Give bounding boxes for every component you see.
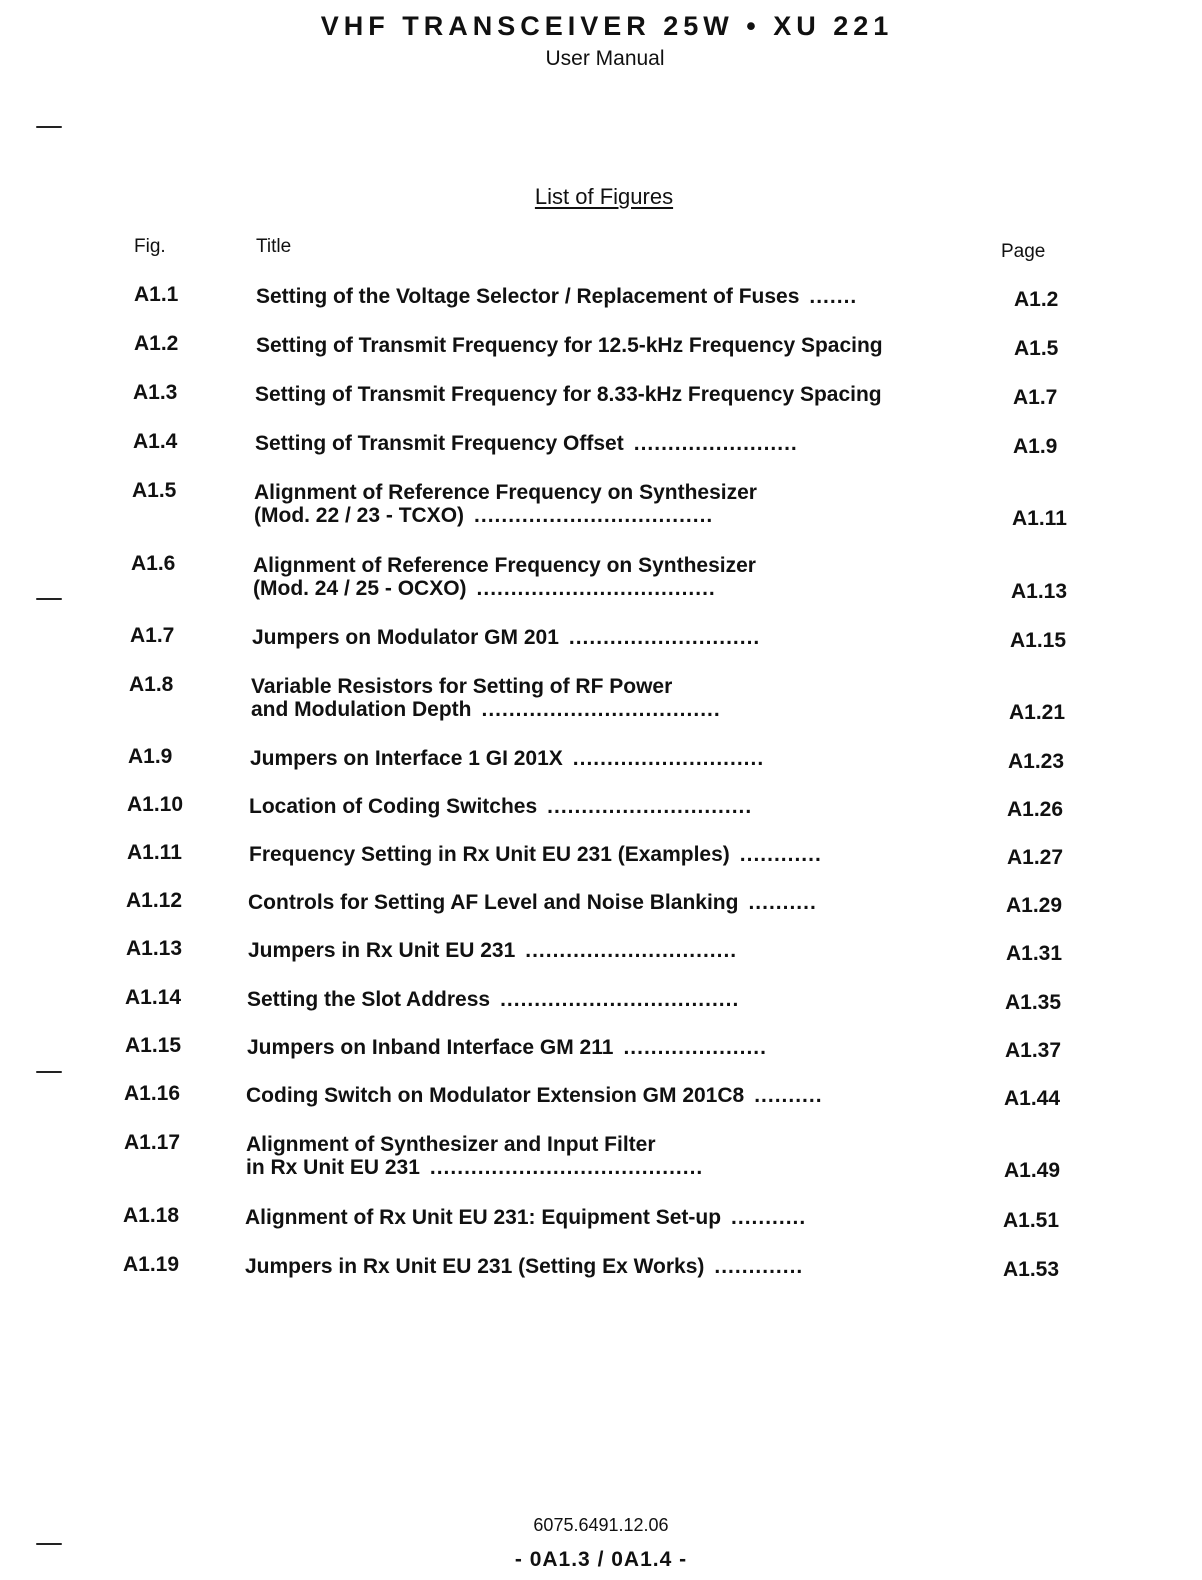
figure-title — [251, 675, 971, 721]
figure-title-line — [254, 481, 974, 504]
figure-number: A1.12 — [126, 889, 183, 912]
figure-title-line — [247, 988, 967, 1011]
margin-mark — [36, 1543, 62, 1545]
figure-page: A1.49 — [1004, 1159, 1061, 1182]
figure-number: A1.16 — [124, 1082, 181, 1105]
figure-page: A1.15 — [1010, 629, 1067, 652]
figure-title-line — [245, 1255, 965, 1278]
figure-title-line — [249, 843, 969, 866]
dot-leader: ................................... — [476, 577, 716, 600]
figure-page: A1.21 — [1009, 701, 1066, 724]
figure-title-text: Jumpers in Rx Unit EU 231 (Setting Ex Works) — [245, 1255, 705, 1278]
figure-page: A1.44 — [1004, 1087, 1061, 1110]
figure-page: A1.29 — [1006, 894, 1063, 917]
figure-page: A1.11 — [1012, 507, 1067, 530]
figure-number: A1.1 — [134, 283, 179, 306]
column-header-title: Title — [256, 236, 292, 257]
dot-leader: .......... — [748, 891, 817, 914]
figure-number: A1.7 — [130, 624, 175, 647]
figure-title-text: Setting the Slot Address — [247, 988, 491, 1011]
dot-leader: ........... — [731, 1206, 807, 1229]
figure-title-text: Coding Switch on Modulator Extension GM 201C8 — [246, 1084, 745, 1107]
dot-leader: ............ — [739, 843, 822, 866]
figure-title — [246, 1084, 966, 1107]
figure-number: A1.15 — [125, 1034, 182, 1057]
figure-row — [124, 1131, 1084, 1201]
figure-row — [132, 479, 1092, 549]
figure-title — [252, 626, 972, 649]
figure-title-text: Alignment of Rx Unit EU 231: Equipment Set-up — [245, 1206, 722, 1229]
figure-page: A1.23 — [1008, 750, 1065, 773]
figure-title-text: Jumpers in Rx Unit EU 231 — [248, 939, 516, 962]
figure-title-text: Alignment of Synthesizer and Input Filter — [246, 1133, 656, 1156]
margin-mark — [36, 1071, 62, 1073]
figure-title — [253, 554, 973, 600]
figure-number: A1.11 — [127, 841, 182, 864]
figure-page: A1.13 — [1011, 580, 1068, 603]
figure-title — [248, 939, 968, 962]
figure-number: A1.3 — [133, 381, 178, 404]
figure-title-line — [248, 939, 968, 962]
dot-leader: ..................... — [623, 1036, 767, 1059]
dot-leader: .............................. — [547, 795, 753, 818]
figure-title-line — [253, 554, 973, 577]
figure-title — [254, 481, 974, 527]
figure-page: A1.9 — [1013, 435, 1058, 458]
figure-title-text: (Mod. 24 / 25 - OCXO) — [253, 577, 467, 600]
figure-title-line — [250, 747, 970, 770]
dot-leader: ........................................ — [429, 1156, 704, 1179]
figure-title-line — [245, 1206, 965, 1229]
figure-number: A1.14 — [125, 986, 182, 1009]
figure-title-text: Controls for Setting AF Level and Noise Blanking — [248, 891, 739, 914]
figure-number: A1.18 — [123, 1204, 180, 1227]
figure-number: A1.4 — [133, 430, 178, 453]
figure-page: A1.35 — [1005, 991, 1062, 1014]
figure-title-line — [248, 891, 968, 914]
margin-mark — [36, 126, 62, 128]
figure-page: A1.5 — [1014, 337, 1059, 360]
figure-title-text: Setting of Transmit Frequency Offset — [255, 432, 624, 455]
figure-title — [245, 1255, 965, 1278]
document-code: 6075.6491.12.06 — [533, 1515, 669, 1535]
figure-page: A1.27 — [1007, 846, 1064, 869]
figure-title-text: Alignment of Reference Frequency on Synthesizer — [254, 481, 757, 504]
figure-row — [129, 673, 1089, 743]
figure-title-text: Jumpers on Interface 1 GI 201X — [250, 747, 563, 770]
figure-number: A1.17 — [124, 1131, 181, 1154]
document-header — [0, 10, 1202, 72]
figure-title-line — [256, 285, 976, 308]
dot-leader: ................................... — [500, 988, 740, 1011]
figure-title-line — [246, 1084, 966, 1107]
figure-number: A1.6 — [131, 552, 176, 575]
section-title: List of Figures — [534, 184, 674, 209]
dot-leader: ............................... — [525, 939, 738, 962]
figure-title — [255, 383, 975, 406]
figure-title-text: and Modulation Depth — [251, 698, 472, 721]
figure-title-text: (Mod. 22 / 23 - TCXO) — [254, 504, 465, 527]
figure-title — [256, 334, 976, 357]
figure-title-text: Variable Resistors for Setting of RF Power — [251, 675, 673, 698]
figure-title — [256, 285, 976, 308]
figure-title-line — [255, 383, 975, 406]
column-header-fig: Fig. — [134, 236, 166, 257]
figure-title — [249, 795, 969, 818]
margin-mark — [36, 598, 62, 600]
dot-leader: ........................ — [633, 432, 798, 455]
dot-leader: ............. — [714, 1255, 804, 1278]
figure-number: A1.8 — [129, 673, 174, 696]
dot-leader: ....... — [809, 285, 858, 308]
dot-leader: .......... — [754, 1084, 823, 1107]
page-numbers: - 0A1.3 / 0A1.4 - — [514, 1548, 688, 1571]
figure-title-line — [251, 698, 971, 721]
figure-page: A1.37 — [1005, 1039, 1062, 1062]
figure-number: A1.2 — [134, 332, 179, 355]
figure-title — [246, 1133, 966, 1179]
figure-number: A1.5 — [132, 479, 177, 502]
figure-title — [248, 891, 968, 914]
figure-title-text: Setting of Transmit Frequency for 12.5-kHz Frequency Spacing — [256, 334, 883, 357]
figure-title-text: Location of Coding Switches — [249, 795, 538, 818]
figure-row — [123, 1253, 1083, 1323]
figure-title — [245, 1206, 965, 1229]
figure-title-line — [246, 1133, 966, 1156]
figure-title — [250, 747, 970, 770]
dot-leader: ................................... — [474, 504, 714, 527]
figure-title-line — [251, 675, 971, 698]
figure-title-text: Jumpers on Modulator GM 201 — [252, 626, 559, 649]
figure-page: A1.7 — [1013, 386, 1058, 409]
figure-title — [247, 1036, 967, 1059]
figure-page: A1.53 — [1003, 1258, 1060, 1281]
figure-number: A1.10 — [127, 793, 184, 816]
figure-title-text: Alignment of Reference Frequency on Synthesizer — [253, 554, 756, 577]
dot-leader: ................................... — [481, 698, 721, 721]
figure-title-line — [253, 577, 973, 600]
figure-number: A1.13 — [126, 937, 183, 960]
figure-title-text: in Rx Unit EU 231 — [246, 1156, 420, 1179]
figure-title — [247, 988, 967, 1011]
figure-title-text: Frequency Setting in Rx Unit EU 231 (Examples) — [249, 843, 730, 866]
figure-title-text: Jumpers on Inband Interface GM 211 — [247, 1036, 614, 1059]
figure-title-line — [246, 1156, 966, 1179]
figure-page: A1.2 — [1014, 288, 1059, 311]
dot-leader: ............................ — [572, 747, 765, 770]
document-subtitle: User Manual — [545, 47, 665, 70]
figure-title-line — [256, 334, 976, 357]
figure-title-text: Setting of the Voltage Selector / Replacement of Fuses — [256, 285, 800, 308]
figure-title-line — [254, 504, 974, 527]
document-title: VHF TRANSCEIVER 25W • XU 221 — [320, 11, 894, 41]
figure-title-line — [249, 795, 969, 818]
figure-page: A1.26 — [1007, 798, 1064, 821]
figure-title-line — [247, 1036, 967, 1059]
column-header-page: Page — [1001, 241, 1046, 262]
figure-title-line — [252, 626, 972, 649]
figure-number: A1.19 — [123, 1253, 180, 1276]
figure-page: A1.51 — [1003, 1209, 1060, 1232]
figure-page: A1.31 — [1006, 942, 1063, 965]
figure-title-text: Setting of Transmit Frequency for 8.33-kHz Frequency Spacing — [255, 383, 882, 406]
figure-title — [249, 843, 969, 866]
figure-number: A1.9 — [128, 745, 173, 768]
dot-leader: ............................ — [568, 626, 761, 649]
figure-title-line — [255, 432, 975, 455]
figure-title — [255, 432, 975, 455]
figure-row — [131, 552, 1091, 622]
